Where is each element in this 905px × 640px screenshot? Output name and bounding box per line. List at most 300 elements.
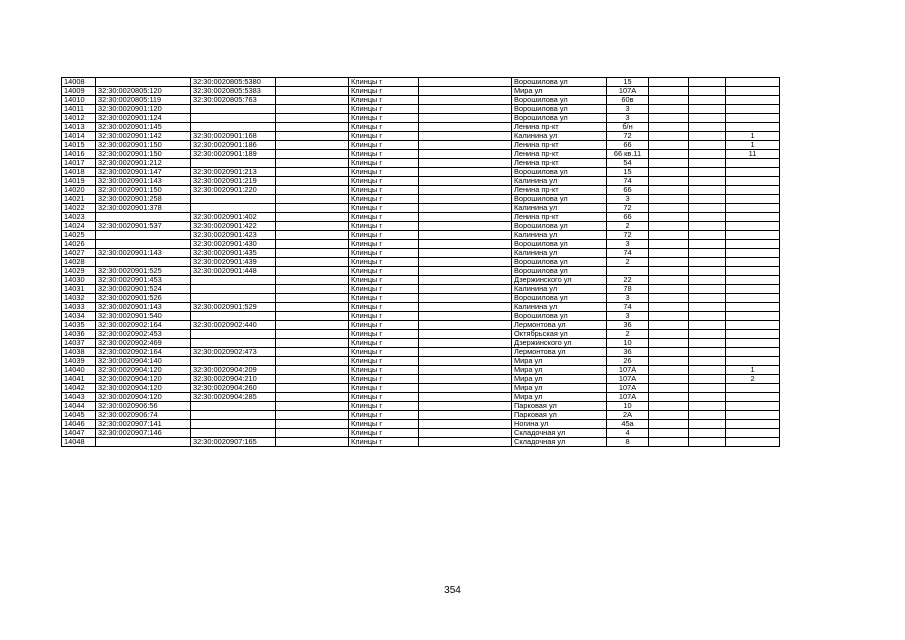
cell-cadastral-number-2: 32:30:0020805:5380 bbox=[191, 78, 276, 87]
cell-cadastral-number-2: 32:30:0020902:473 bbox=[191, 348, 276, 357]
cell-count bbox=[726, 222, 780, 231]
cell-empty-col-3 bbox=[649, 330, 689, 339]
cell-empty-col-4 bbox=[689, 411, 726, 420]
cell-cadastral-number-2 bbox=[191, 105, 276, 114]
table-row bbox=[62, 114, 780, 123]
table-row bbox=[62, 159, 780, 168]
cell-row-number: 14027 bbox=[62, 249, 96, 258]
table-row bbox=[62, 231, 780, 240]
cell-cadastral-number: 32:30:0020907:141 bbox=[96, 420, 191, 429]
cell-cadastral-number-2 bbox=[191, 204, 276, 213]
cell-empty-col-2 bbox=[419, 204, 512, 213]
cell-count bbox=[726, 393, 780, 402]
cell-count bbox=[726, 168, 780, 177]
cell-empty-col bbox=[276, 204, 349, 213]
cell-empty-col-3 bbox=[649, 402, 689, 411]
cell-house-number: 15 bbox=[607, 168, 649, 177]
cell-cadastral-number-2: 32:30:0020901:213 bbox=[191, 168, 276, 177]
cell-cadastral-number: 32:30:0020901:258 bbox=[96, 195, 191, 204]
cell-city: Клинцы г bbox=[349, 213, 419, 222]
cell-cadastral-number: 32:30:0020901:124 bbox=[96, 114, 191, 123]
cell-empty-col-4 bbox=[689, 213, 726, 222]
cell-empty-col-3 bbox=[649, 267, 689, 276]
cell-house-number: 2 bbox=[607, 258, 649, 267]
cell-cadastral-number-2: 32:30:0020901:186 bbox=[191, 141, 276, 150]
cell-cadastral-number bbox=[96, 258, 191, 267]
cell-count bbox=[726, 258, 780, 267]
cell-empty-col-4 bbox=[689, 276, 726, 285]
cell-empty-col-3 bbox=[649, 186, 689, 195]
cell-empty-col-4 bbox=[689, 303, 726, 312]
cell-empty-col-4 bbox=[689, 132, 726, 141]
cell-empty-col-2 bbox=[419, 78, 512, 87]
cell-empty-col-3 bbox=[649, 195, 689, 204]
cell-empty-col-3 bbox=[649, 105, 689, 114]
cell-house-number: 4 bbox=[607, 429, 649, 438]
cell-empty-col bbox=[276, 303, 349, 312]
cell-cadastral-number bbox=[96, 231, 191, 240]
table-row bbox=[62, 321, 780, 330]
cell-empty-col-2 bbox=[419, 177, 512, 186]
cell-empty-col bbox=[276, 420, 349, 429]
cell-empty-col-4 bbox=[689, 339, 726, 348]
cell-house-number: 3 bbox=[607, 195, 649, 204]
cell-count bbox=[726, 402, 780, 411]
cell-cadastral-number-2 bbox=[191, 195, 276, 204]
cell-house-number: 3 bbox=[607, 114, 649, 123]
cell-count bbox=[726, 303, 780, 312]
table-row bbox=[62, 312, 780, 321]
cell-house-number: 2А bbox=[607, 411, 649, 420]
cell-cadastral-number: 32:30:0020901:524 bbox=[96, 285, 191, 294]
cell-empty-col-2 bbox=[419, 168, 512, 177]
cell-house-number: 66 bbox=[607, 186, 649, 195]
cell-empty-col-2 bbox=[419, 285, 512, 294]
cell-empty-col bbox=[276, 96, 349, 105]
cell-house-number: 45а bbox=[607, 420, 649, 429]
table-row bbox=[62, 402, 780, 411]
cell-empty-col-3 bbox=[649, 285, 689, 294]
cell-house-number: 66 кв.11 bbox=[607, 150, 649, 159]
cell-count bbox=[726, 339, 780, 348]
cell-empty-col bbox=[276, 114, 349, 123]
cell-cadastral-number-2: 32:30:0020901:168 bbox=[191, 132, 276, 141]
cell-street: Лермонтова ул bbox=[512, 348, 607, 357]
cell-cadastral-number: 32:30:0020901:212 bbox=[96, 159, 191, 168]
cell-empty-col-3 bbox=[649, 375, 689, 384]
table-row bbox=[62, 186, 780, 195]
cell-count bbox=[726, 276, 780, 285]
table-row bbox=[62, 87, 780, 96]
cell-row-number: 14010 bbox=[62, 96, 96, 105]
cell-empty-col-3 bbox=[649, 132, 689, 141]
cell-street: Складочная ул bbox=[512, 438, 607, 447]
table-row bbox=[62, 222, 780, 231]
cell-row-number: 14021 bbox=[62, 195, 96, 204]
cell-cadastral-number-2: 32:30:0020805:763 bbox=[191, 96, 276, 105]
cell-count bbox=[726, 411, 780, 420]
cell-empty-col-3 bbox=[649, 114, 689, 123]
table-row bbox=[62, 303, 780, 312]
cell-street: Дзержинского ул bbox=[512, 276, 607, 285]
cell-street: Складочная ул bbox=[512, 429, 607, 438]
cell-empty-col-3 bbox=[649, 123, 689, 132]
cell-street: Ворошилова ул bbox=[512, 96, 607, 105]
cell-empty-col-4 bbox=[689, 231, 726, 240]
table-row bbox=[62, 285, 780, 294]
cell-row-number: 14019 bbox=[62, 177, 96, 186]
cell-empty-col-3 bbox=[649, 222, 689, 231]
table-row bbox=[62, 150, 780, 159]
cell-cadastral-number: 32:30:0020901:120 bbox=[96, 105, 191, 114]
cell-cadastral-number: 32:30:0020902:164 bbox=[96, 321, 191, 330]
page-number: 354 bbox=[444, 585, 461, 596]
table-row bbox=[62, 375, 780, 384]
cell-street: Мира ул bbox=[512, 357, 607, 366]
cell-empty-col bbox=[276, 429, 349, 438]
cell-count bbox=[726, 177, 780, 186]
cell-empty-col bbox=[276, 150, 349, 159]
cell-street: Ленина пр-кт bbox=[512, 123, 607, 132]
cell-street: Ворошилова ул bbox=[512, 114, 607, 123]
cell-city: Клинцы г bbox=[349, 276, 419, 285]
cell-cadastral-number: 32:30:0020904:120 bbox=[96, 375, 191, 384]
cell-empty-col-3 bbox=[649, 240, 689, 249]
cell-empty-col-2 bbox=[419, 186, 512, 195]
cell-empty-col-4 bbox=[689, 78, 726, 87]
cell-street: Ногина ул bbox=[512, 420, 607, 429]
cell-empty-col bbox=[276, 231, 349, 240]
cell-cadastral-number-2 bbox=[191, 114, 276, 123]
cell-empty-col-4 bbox=[689, 438, 726, 447]
cell-empty-col-4 bbox=[689, 105, 726, 114]
cell-city: Клинцы г bbox=[349, 411, 419, 420]
cell-cadastral-number: 32:30:0020901:526 bbox=[96, 294, 191, 303]
cell-empty-col bbox=[276, 375, 349, 384]
cell-cadastral-number-2 bbox=[191, 330, 276, 339]
cell-cadastral-number-2 bbox=[191, 429, 276, 438]
cell-cadastral-number: 32:30:0020902:453 bbox=[96, 330, 191, 339]
cell-row-number: 14023 bbox=[62, 213, 96, 222]
cell-house-number: 3 bbox=[607, 294, 649, 303]
cell-empty-col-3 bbox=[649, 204, 689, 213]
cell-row-number: 14048 bbox=[62, 438, 96, 447]
cell-empty-col bbox=[276, 195, 349, 204]
cell-empty-col-2 bbox=[419, 258, 512, 267]
cell-city: Клинцы г bbox=[349, 366, 419, 375]
cell-empty-col-4 bbox=[689, 366, 726, 375]
table-row bbox=[62, 294, 780, 303]
cell-cadastral-number-2: 32:30:0020901:423 bbox=[191, 231, 276, 240]
cell-count bbox=[726, 123, 780, 132]
cell-empty-col bbox=[276, 222, 349, 231]
cell-empty-col-2 bbox=[419, 213, 512, 222]
cell-empty-col-4 bbox=[689, 330, 726, 339]
cell-empty-col-3 bbox=[649, 357, 689, 366]
cell-empty-col-4 bbox=[689, 285, 726, 294]
cell-cadastral-number-2: 32:30:0020904:260 bbox=[191, 384, 276, 393]
cell-row-number: 14028 bbox=[62, 258, 96, 267]
cell-street: Ворошилова ул bbox=[512, 240, 607, 249]
cell-house-number: 107А bbox=[607, 87, 649, 96]
cell-empty-col-4 bbox=[689, 150, 726, 159]
cell-empty-col-3 bbox=[649, 438, 689, 447]
cell-city: Клинцы г bbox=[349, 240, 419, 249]
cell-empty-col-4 bbox=[689, 375, 726, 384]
cell-city: Клинцы г bbox=[349, 420, 419, 429]
cell-house-number: 2 bbox=[607, 330, 649, 339]
cell-empty-col-3 bbox=[649, 159, 689, 168]
cell-cadastral-number: 32:30:0020901:143 bbox=[96, 249, 191, 258]
cell-empty-col-2 bbox=[419, 105, 512, 114]
cell-empty-col bbox=[276, 213, 349, 222]
cell-empty-col-4 bbox=[689, 258, 726, 267]
cell-cadastral-number-2 bbox=[191, 123, 276, 132]
cell-empty-col-4 bbox=[689, 87, 726, 96]
cell-cadastral-number-2: 32:30:0020901:422 bbox=[191, 222, 276, 231]
cell-empty-col-3 bbox=[649, 276, 689, 285]
cell-empty-col-2 bbox=[419, 438, 512, 447]
cell-house-number: 3 bbox=[607, 312, 649, 321]
cell-street: Ленина пр-кт bbox=[512, 141, 607, 150]
cell-house-number: 3 bbox=[607, 240, 649, 249]
cell-empty-col-3 bbox=[649, 258, 689, 267]
cell-row-number: 14044 bbox=[62, 402, 96, 411]
table-row bbox=[62, 249, 780, 258]
cell-street: Лермонтова ул bbox=[512, 321, 607, 330]
cell-row-number: 14034 bbox=[62, 312, 96, 321]
cell-empty-col-4 bbox=[689, 195, 726, 204]
cell-empty-col-4 bbox=[689, 123, 726, 132]
cell-empty-col-2 bbox=[419, 240, 512, 249]
cell-count bbox=[726, 195, 780, 204]
cell-empty-col-2 bbox=[419, 222, 512, 231]
cell-cadastral-number: 32:30:0020901:540 bbox=[96, 312, 191, 321]
table-row bbox=[62, 213, 780, 222]
cell-street: Ворошилова ул bbox=[512, 258, 607, 267]
cell-street: Калинина ул bbox=[512, 132, 607, 141]
cell-house-number: 10 bbox=[607, 402, 649, 411]
cell-empty-col-4 bbox=[689, 294, 726, 303]
cell-city: Клинцы г bbox=[349, 339, 419, 348]
cell-empty-col-2 bbox=[419, 132, 512, 141]
cell-empty-col-2 bbox=[419, 348, 512, 357]
cell-cadastral-number: 32:30:0020901:142 bbox=[96, 132, 191, 141]
table-row bbox=[62, 195, 780, 204]
cell-empty-col-2 bbox=[419, 375, 512, 384]
cell-empty-col-4 bbox=[689, 168, 726, 177]
cell-row-number: 14029 bbox=[62, 267, 96, 276]
cell-row-number: 14042 bbox=[62, 384, 96, 393]
cell-street: Ворошилова ул bbox=[512, 267, 607, 276]
cell-house-number: 60в bbox=[607, 96, 649, 105]
cell-row-number: 14047 bbox=[62, 429, 96, 438]
cell-empty-col bbox=[276, 321, 349, 330]
cell-empty-col-2 bbox=[419, 87, 512, 96]
cell-cadastral-number: 32:30:0020901:150 bbox=[96, 186, 191, 195]
cell-cadastral-number: 32:30:0020904:120 bbox=[96, 393, 191, 402]
cell-cadastral-number-2: 32:30:0020901:430 bbox=[191, 240, 276, 249]
table-row bbox=[62, 393, 780, 402]
cell-empty-col-2 bbox=[419, 384, 512, 393]
cell-cadastral-number-2 bbox=[191, 294, 276, 303]
table-row bbox=[62, 267, 780, 276]
cell-street: Мира ул bbox=[512, 384, 607, 393]
cell-empty-col bbox=[276, 168, 349, 177]
cell-empty-col-4 bbox=[689, 240, 726, 249]
cell-count bbox=[726, 357, 780, 366]
cell-street: Калинина ул bbox=[512, 303, 607, 312]
registry-table-body bbox=[62, 78, 780, 447]
table-row bbox=[62, 411, 780, 420]
cell-cadastral-number: 32:30:0020901:145 bbox=[96, 123, 191, 132]
cell-empty-col bbox=[276, 384, 349, 393]
cell-city: Клинцы г bbox=[349, 357, 419, 366]
cell-empty-col bbox=[276, 240, 349, 249]
cell-empty-col-2 bbox=[419, 402, 512, 411]
cell-cadastral-number-2: 32:30:0020901:219 bbox=[191, 177, 276, 186]
cell-street: Калинина ул bbox=[512, 249, 607, 258]
cell-empty-col-3 bbox=[649, 348, 689, 357]
cell-house-number: б/н bbox=[607, 123, 649, 132]
cell-cadastral-number-2: 32:30:0020907:165 bbox=[191, 438, 276, 447]
cell-house-number: 66 bbox=[607, 213, 649, 222]
cell-row-number: 14046 bbox=[62, 420, 96, 429]
cell-street: Ворошилова ул bbox=[512, 294, 607, 303]
cell-cadastral-number-2: 32:30:0020805:5383 bbox=[191, 87, 276, 96]
cell-empty-col-4 bbox=[689, 222, 726, 231]
cell-empty-col bbox=[276, 267, 349, 276]
cell-cadastral-number: 32:30:0020901:147 bbox=[96, 168, 191, 177]
cell-house-number: 2 bbox=[607, 222, 649, 231]
cell-row-number: 14011 bbox=[62, 105, 96, 114]
cell-count bbox=[726, 231, 780, 240]
cell-empty-col-3 bbox=[649, 177, 689, 186]
cell-city: Клинцы г bbox=[349, 348, 419, 357]
cell-city: Клинцы г bbox=[349, 150, 419, 159]
cell-house-number: 72 bbox=[607, 204, 649, 213]
cell-cadastral-number-2 bbox=[191, 402, 276, 411]
cell-cadastral-number: 32:30:0020901:537 bbox=[96, 222, 191, 231]
table-row bbox=[62, 204, 780, 213]
cell-empty-col bbox=[276, 393, 349, 402]
cell-empty-col-2 bbox=[419, 195, 512, 204]
cell-empty-col-4 bbox=[689, 357, 726, 366]
cell-empty-col-2 bbox=[419, 357, 512, 366]
cell-empty-col-4 bbox=[689, 321, 726, 330]
cell-count bbox=[726, 186, 780, 195]
cell-street: Ворошилова ул bbox=[512, 78, 607, 87]
cell-row-number: 14036 bbox=[62, 330, 96, 339]
table-row bbox=[62, 141, 780, 150]
table-row bbox=[62, 357, 780, 366]
cell-empty-col bbox=[276, 123, 349, 132]
cell-city: Клинцы г bbox=[349, 159, 419, 168]
cell-empty-col-3 bbox=[649, 150, 689, 159]
table-row bbox=[62, 429, 780, 438]
cell-empty-col bbox=[276, 186, 349, 195]
cell-empty-col-3 bbox=[649, 96, 689, 105]
cell-count: 1 bbox=[726, 141, 780, 150]
cell-city: Клинцы г bbox=[349, 204, 419, 213]
cell-street: Парковая ул bbox=[512, 411, 607, 420]
cell-row-number: 14013 bbox=[62, 123, 96, 132]
cell-row-number: 14038 bbox=[62, 348, 96, 357]
cell-city: Клинцы г bbox=[349, 438, 419, 447]
cell-city: Клинцы г bbox=[349, 177, 419, 186]
cell-empty-col-2 bbox=[419, 294, 512, 303]
cell-city: Клинцы г bbox=[349, 132, 419, 141]
cell-street: Октябрьская ул bbox=[512, 330, 607, 339]
cell-count bbox=[726, 267, 780, 276]
cell-empty-col-4 bbox=[689, 96, 726, 105]
cell-city: Клинцы г bbox=[349, 384, 419, 393]
cell-street: Мира ул bbox=[512, 366, 607, 375]
cell-count: 1 bbox=[726, 132, 780, 141]
cell-city: Клинцы г bbox=[349, 195, 419, 204]
cell-row-number: 14014 bbox=[62, 132, 96, 141]
cell-city: Клинцы г bbox=[349, 141, 419, 150]
cell-empty-col-3 bbox=[649, 339, 689, 348]
cell-count bbox=[726, 348, 780, 357]
cell-count bbox=[726, 321, 780, 330]
cell-house-number: 15 bbox=[607, 78, 649, 87]
cell-empty-col bbox=[276, 438, 349, 447]
cell-empty-col-2 bbox=[419, 411, 512, 420]
cell-empty-col-3 bbox=[649, 87, 689, 96]
cell-cadastral-number-2: 32:30:0020901:189 bbox=[191, 150, 276, 159]
table-row bbox=[62, 78, 780, 87]
cell-empty-col-4 bbox=[689, 402, 726, 411]
cell-empty-col-2 bbox=[419, 141, 512, 150]
cell-row-number: 14012 bbox=[62, 114, 96, 123]
cell-house-number: 3 bbox=[607, 105, 649, 114]
cell-street: Ворошилова ул bbox=[512, 168, 607, 177]
cell-row-number: 14035 bbox=[62, 321, 96, 330]
cell-count bbox=[726, 114, 780, 123]
cell-street: Ворошилова ул bbox=[512, 105, 607, 114]
cell-house-number: 78 bbox=[607, 285, 649, 294]
cell-house-number: 74 bbox=[607, 177, 649, 186]
cell-street: Дзержинского ул bbox=[512, 339, 607, 348]
cell-house-number: 72 bbox=[607, 132, 649, 141]
cell-house-number: 22 bbox=[607, 276, 649, 285]
cell-empty-col-3 bbox=[649, 249, 689, 258]
cell-empty-col-2 bbox=[419, 96, 512, 105]
cell-city: Клинцы г bbox=[349, 258, 419, 267]
cell-empty-col bbox=[276, 249, 349, 258]
cell-house-number: 10 bbox=[607, 339, 649, 348]
cell-cadastral-number: 32:30:0020901:378 bbox=[96, 204, 191, 213]
cell-empty-col-2 bbox=[419, 330, 512, 339]
cell-empty-col-4 bbox=[689, 429, 726, 438]
registry-table bbox=[61, 77, 780, 447]
cell-cadastral-number: 32:30:0020902:469 bbox=[96, 339, 191, 348]
cell-cadastral-number-2 bbox=[191, 159, 276, 168]
table-row bbox=[62, 420, 780, 429]
cell-empty-col bbox=[276, 294, 349, 303]
cell-row-number: 14030 bbox=[62, 276, 96, 285]
cell-empty-col-3 bbox=[649, 384, 689, 393]
cell-city: Клинцы г bbox=[349, 321, 419, 330]
cell-empty-col-2 bbox=[419, 276, 512, 285]
cell-cadastral-number-2: 32:30:0020901:402 bbox=[191, 213, 276, 222]
cell-empty-col-4 bbox=[689, 393, 726, 402]
cell-empty-col bbox=[276, 78, 349, 87]
cell-city: Клинцы г bbox=[349, 249, 419, 258]
cell-count bbox=[726, 420, 780, 429]
cell-city: Клинцы г bbox=[349, 312, 419, 321]
